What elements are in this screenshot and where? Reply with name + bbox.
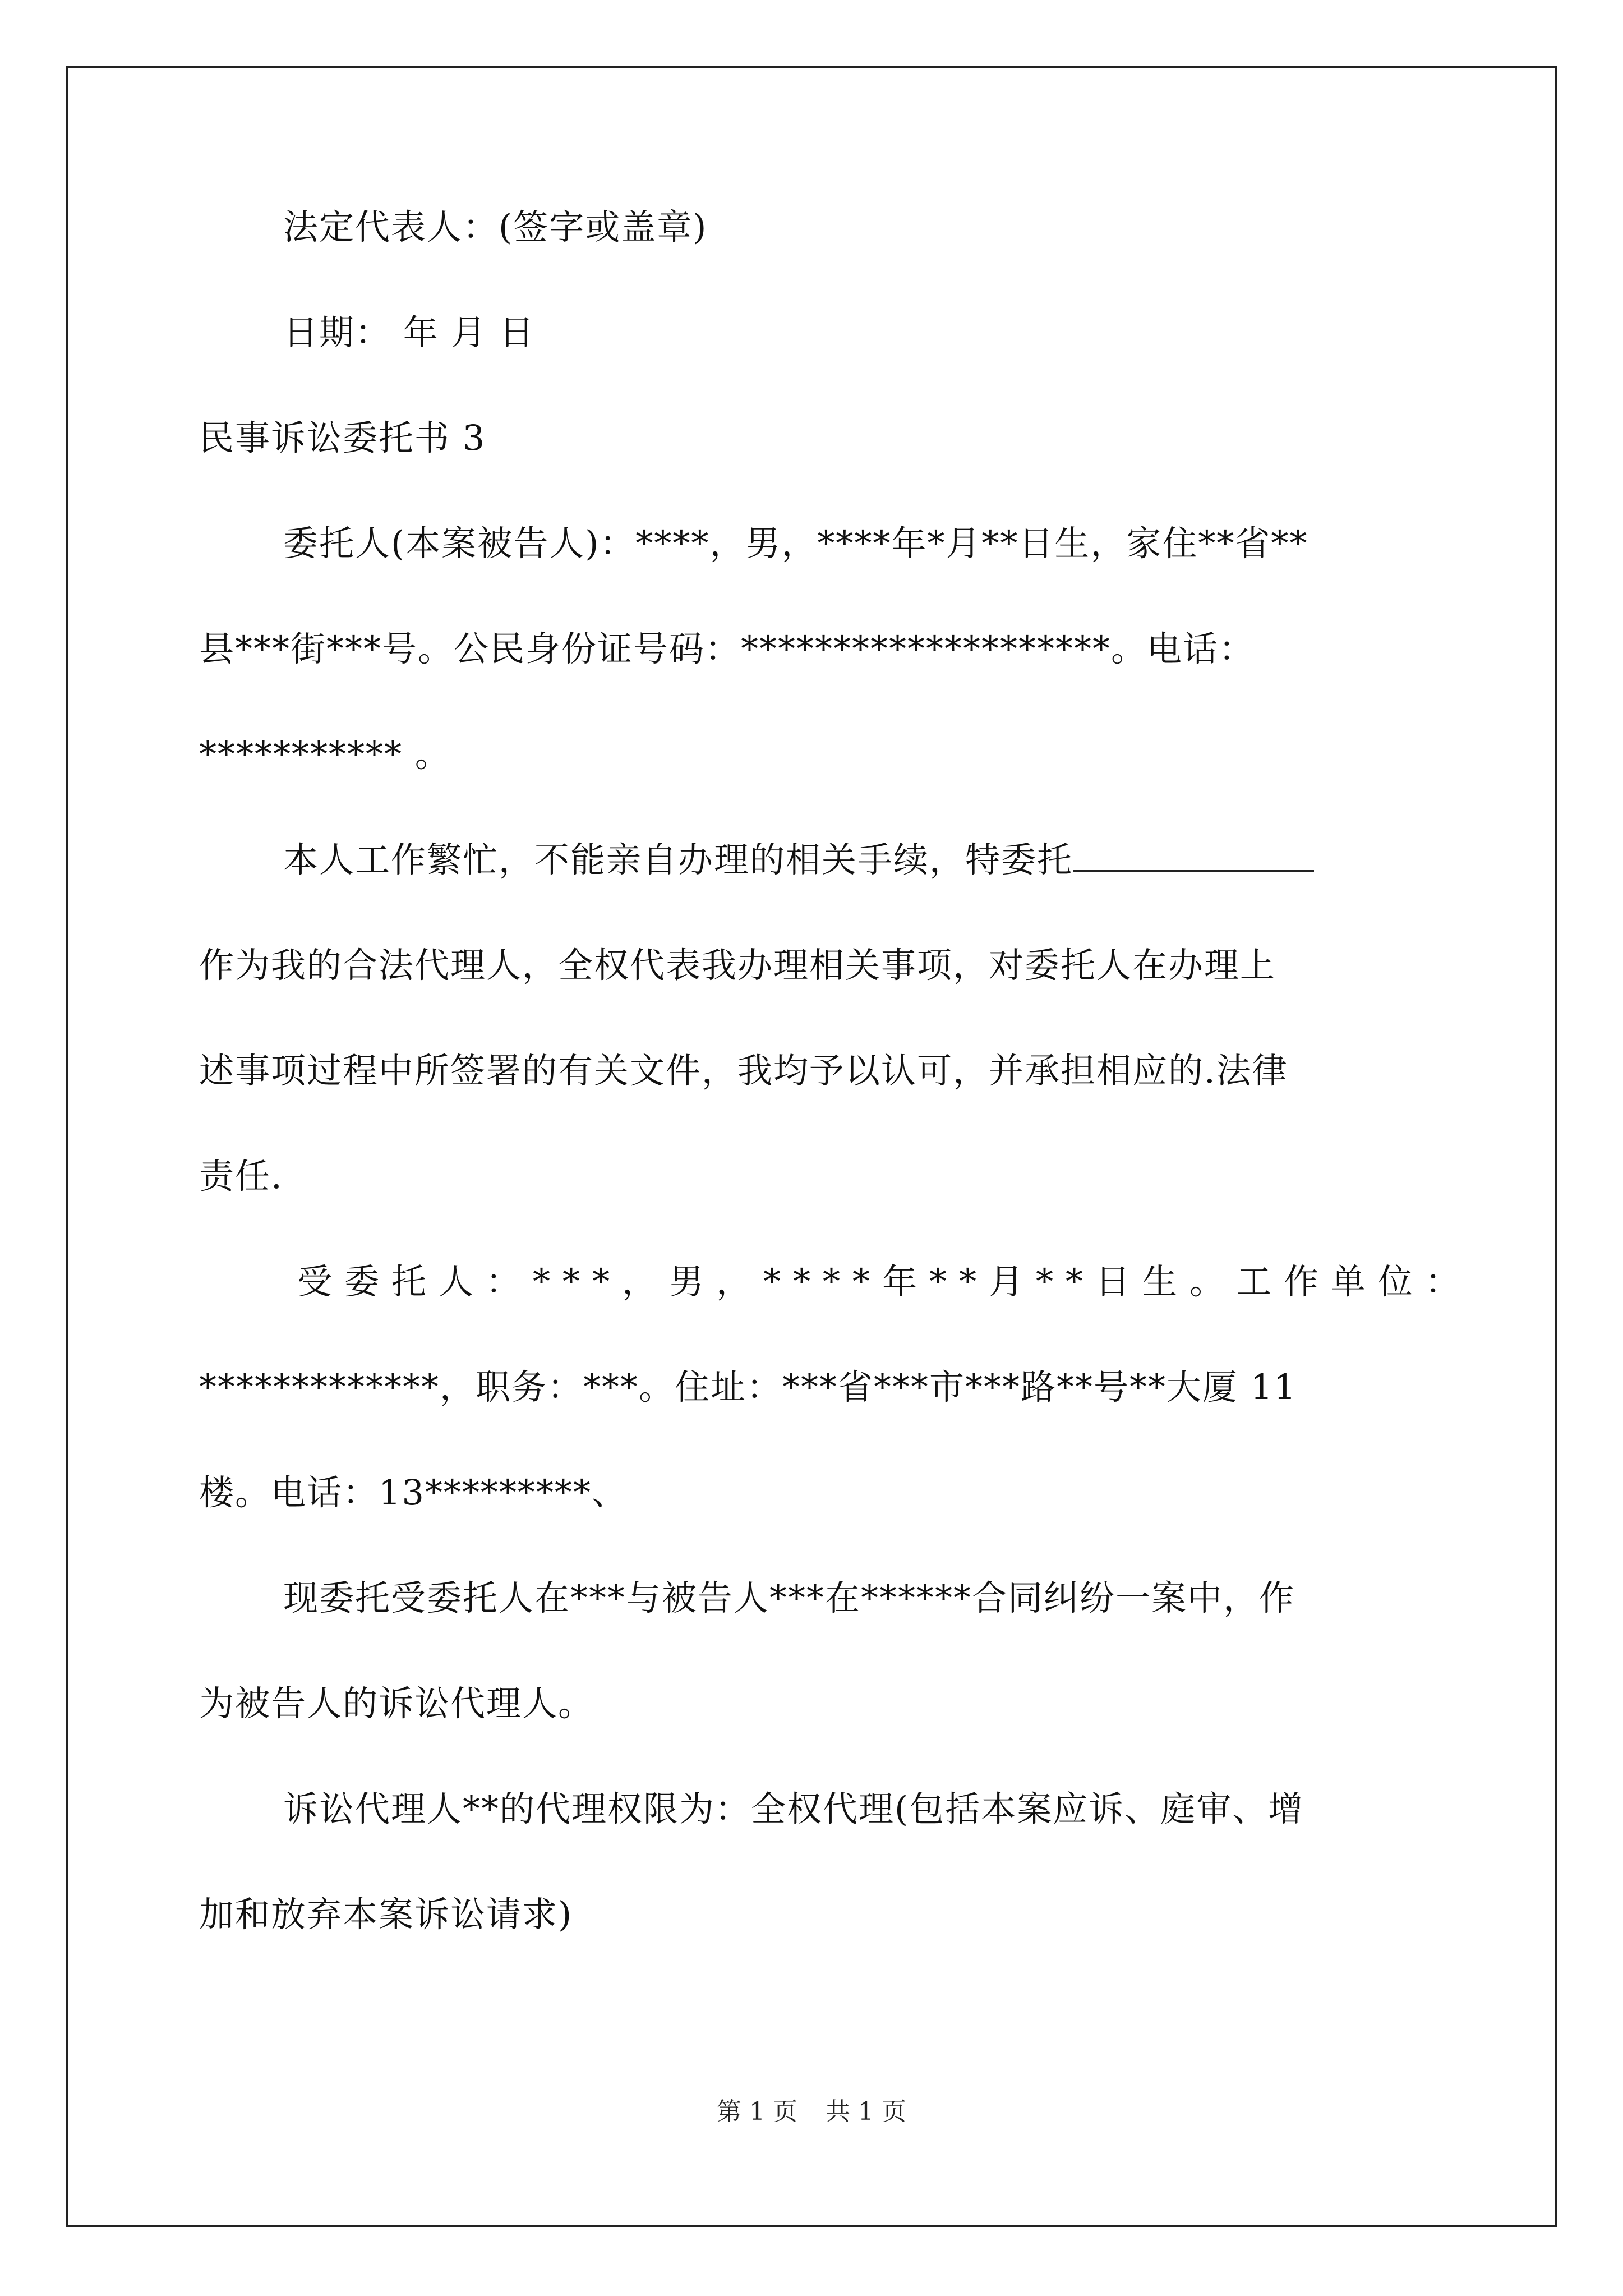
paragraph-entrust-line-3: 述事项过程中所签署的有关文件，我均予以认可，并承担相应的.法律 [199,1050,1288,1091]
paragraph-entrust-text: 本人工作繁忙，不能亲自办理的相关手续，特委托 [283,839,1073,880]
paragraph-case-line-1: 现委托受委托人在***与被告人***在******合同纠纷一案中，作 [283,1577,1295,1618]
paragraph-authority-line-2: 加和放弃本案诉讼请求) [199,1894,573,1935]
document-body [199,206,1473,1935]
date-line: 日期： 年 月 日 [283,312,536,353]
page-footer [0,2098,1623,2126]
page-number-current: 第 1 页 [717,2097,797,2126]
legal-representative-line: 法定代表人：(签字或盖章) [283,206,708,247]
paragraph-agent-line-3: 楼。电话：13*********、 [199,1472,628,1513]
section-title: 民事诉讼委托书 3 [199,417,486,458]
paragraph-authority-line-1: 诉讼代理人**的代理权限为：全权代理(包括本案应诉、庭审、增 [283,1788,1304,1829]
paragraph-entrust-line-1 [199,840,1427,880]
paragraph-principal-line-2: 县***街***号。公民身份证号码：********************。电话： [199,628,1255,669]
paragraph-entrust-line-2: 作为我的合法代理人，全权代表我办理相关事项，对委托人在办理上 [199,945,1276,986]
paragraph-entrust-line-4: 责任. [199,1156,283,1197]
agent-name-blank [1073,841,1314,872]
paragraph-principal-line-3: *********** 。 [199,734,451,775]
paragraph-case-line-2: 为被告人的诉讼代理人。 [199,1683,594,1724]
paragraph-agent-line-1: 受委托人：***，男，****年**月**日生。工作单位： [297,1261,1473,1302]
paragraph-principal-line-1: 委托人(本案被告人)：****，男，****年*月**日生，家住**省** [283,523,1308,564]
page-number-total: 共 1 页 [826,2097,906,2126]
paragraph-agent-line-2: *************，职务：***。住址：***省***市***路**号**大厦 11 [199,1366,1297,1407]
